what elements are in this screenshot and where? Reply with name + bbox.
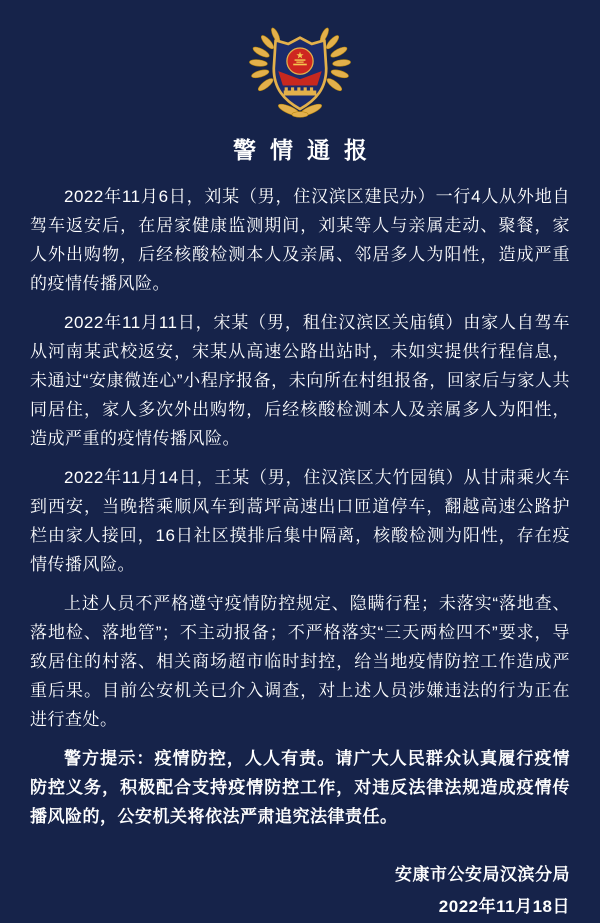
issue-date: 2022年11月18日 xyxy=(438,897,570,916)
notice-title: 警情通报 xyxy=(233,137,381,163)
notice-body xyxy=(30,182,570,831)
police-emblem-icon xyxy=(244,25,356,119)
case-paragraph-2: 2022年11月11日，宋某（男，租住汉滨区关庙镇）由家人自驾车从河南某武校返安，宋某从高速公路出站时，未如实提供行程信息，未通过“安康微连心”小程序报备，未向所在村组报备，回家后与家人共同居住，家人多次外出购物，后经核酸检测本人及亲属多人为阳性，造成严重的疫情传播风险。 xyxy=(30,313,570,448)
issuer-name: 安康市公安局汉滨分局 xyxy=(395,865,570,884)
investigation-paragraph: 上述人员不严格遵守疫情防控规定、隐瞒行程；未落实“落地查、落地检、落地管”；不主动报备；不严格落实“三天两检四不”要求，导致居住的村落、相关商场超市临时封控，给当地疫情防控工作造成严重后果。目前公安机关已介入调查，对上述人员涉嫌违法的行为正在进行查处。 xyxy=(30,594,570,729)
police-warning-paragraph: 警方提示：疫情防控，人人有责。请广大人民群众认真履行疫情防控义务，积极配合支持疫情防控工作，对违反法律法规造成疫情传播风险的，公安机关将依法严肃追究法律责任。 xyxy=(30,749,570,826)
case-paragraph-3: 2022年11月14日，王某（男，住汉滨区大竹园镇）从甘肃乘火车到西安，当晚搭乘顺风车到蒿坪高速出口匝道停车，翻越高速公路护栏由家人接回，16日社区摸排后集中隔离，核酸检测为阳性，存在疫情传播风险。 xyxy=(30,468,570,574)
signature-block xyxy=(30,859,570,923)
case-paragraph-1: 2022年11月6日，刘某（男，住汉滨区建民办）一行4人从外地自驾车返安后，在居家健康监测期间，刘某等人与亲属走动、聚餐，家人外出购物，后经核酸检测本人及亲属、邻居多人为阳性，造成严重的疫情传播风险。 xyxy=(30,187,570,293)
